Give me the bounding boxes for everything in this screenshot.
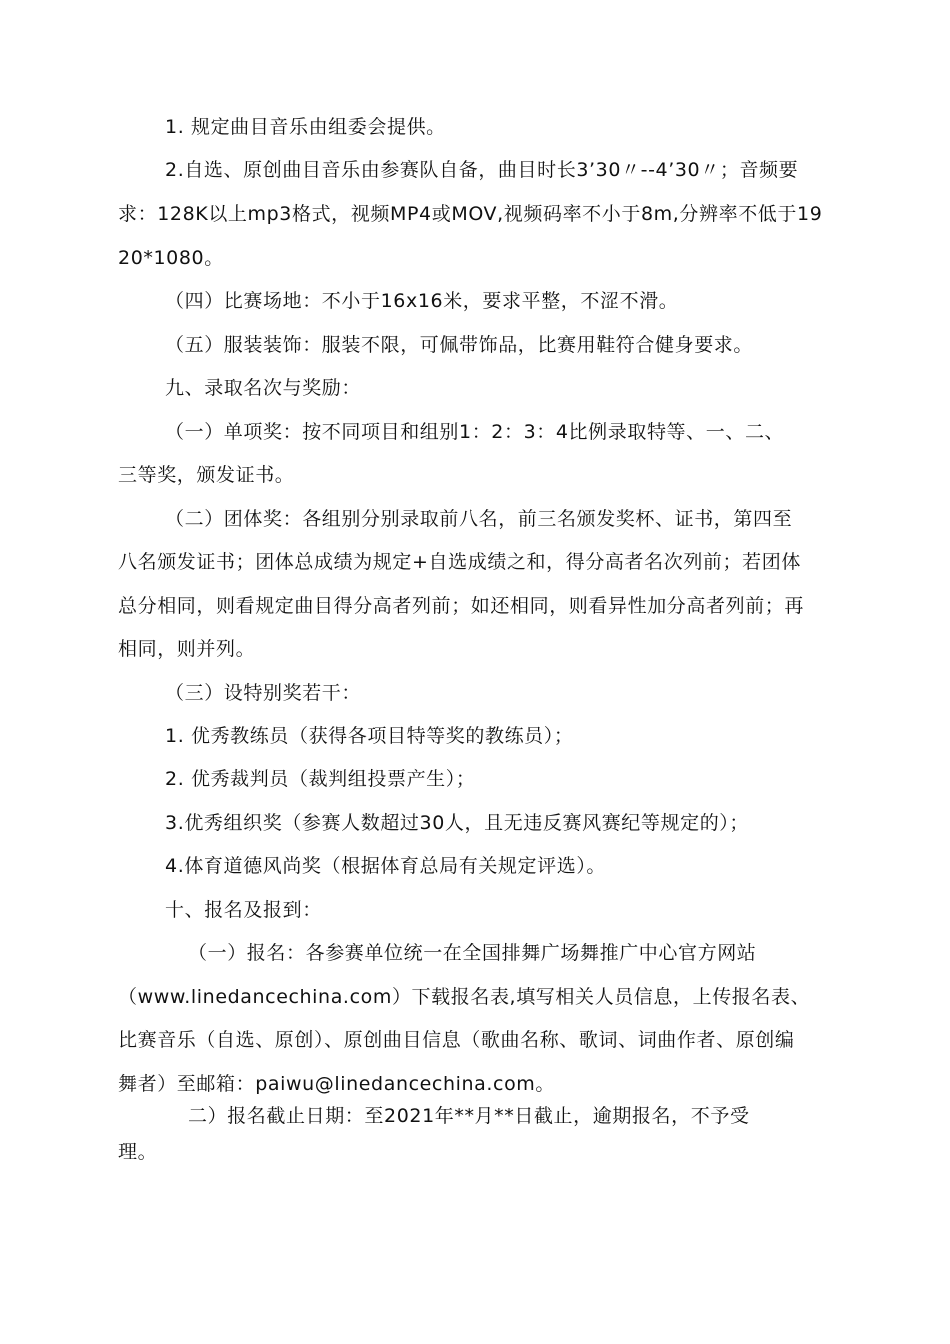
item-special-awards: （三）设特别奖若干：: [165, 682, 362, 704]
item-registration-cont-3: 舞者）至邮箱：paiwu@linedancechina.com。: [118, 1073, 556, 1095]
item-deadline: 二）报名截止日期：至2021年**月**日截止，逾期报名，不予受: [188, 1105, 750, 1127]
item-coach-award: 1. 优秀教练员（获得各项目特等奖的教练员）；: [165, 725, 574, 747]
item-organization-award: 3.优秀组织奖（参赛人数超过30人，且无违反赛风赛纪等规定的）；: [165, 812, 750, 834]
item-team-award: （二）团体奖：各组别分别录取前八名，前三名颁发奖杯、证书，第四至: [165, 508, 793, 530]
item-registration: （一）报名：各参赛单位统一在全国排舞广场舞推广中心官方网站: [188, 942, 757, 964]
item-deadline-cont: 理。: [118, 1141, 158, 1163]
item-music-self: 2.自选、原创曲目音乐由参赛队自备，曲目时长3’30〃--4’30〃；音频要: [165, 159, 799, 181]
item-registration-cont-2: 比赛音乐（自选、原创）、原创曲目信息（歌曲名称、歌词、词曲作者、原创编: [118, 1029, 795, 1051]
item-venue: （四）比赛场地：不小于16x16米，要求平整，不涩不滑。: [165, 290, 679, 312]
item-referee-award: 2. 优秀裁判员（裁判组投票产生）；: [165, 768, 476, 790]
section-heading-registration: 十、报名及报到：: [165, 899, 322, 921]
item-single-award: （一）单项奖：按不同项目和组别1：2：3：4比例录取特等、一、二、: [165, 421, 785, 443]
item-costume: （五）服装装饰：服装不限，可佩带饰品，比赛用鞋符合健身要求。: [165, 334, 754, 356]
item-music-provided: 1. 规定曲目音乐由组委会提供。: [165, 116, 446, 138]
item-team-award-cont-3: 相同，则并列。: [118, 638, 256, 660]
section-heading-awards: 九、录取名次与奖励：: [165, 377, 362, 399]
item-music-self-cont-2: 20*1080。: [118, 247, 224, 269]
item-sportsmanship-award: 4.体育道德风尚奖（根据体育总局有关规定评选）。: [165, 855, 607, 877]
item-team-award-cont-1: 八名颁发证书；团体总成绩为规定+自选成绩之和，得分高者名次列前；若团体: [118, 551, 801, 573]
item-team-award-cont-2: 总分相同，则看规定曲目得分高者列前；如还相同，则看异性加分高者列前；再: [118, 595, 805, 617]
item-registration-cont-1: （www.linedancechina.com）下载报名表,填写相关人员信息，上传报名表、: [118, 986, 811, 1008]
item-single-award-cont: 三等奖，颁发证书。: [118, 464, 295, 486]
item-music-self-cont-1: 求：128K以上mp3格式，视频MP4或MOV,视频码率不小于8m,分辨率不低于19: [118, 203, 823, 225]
